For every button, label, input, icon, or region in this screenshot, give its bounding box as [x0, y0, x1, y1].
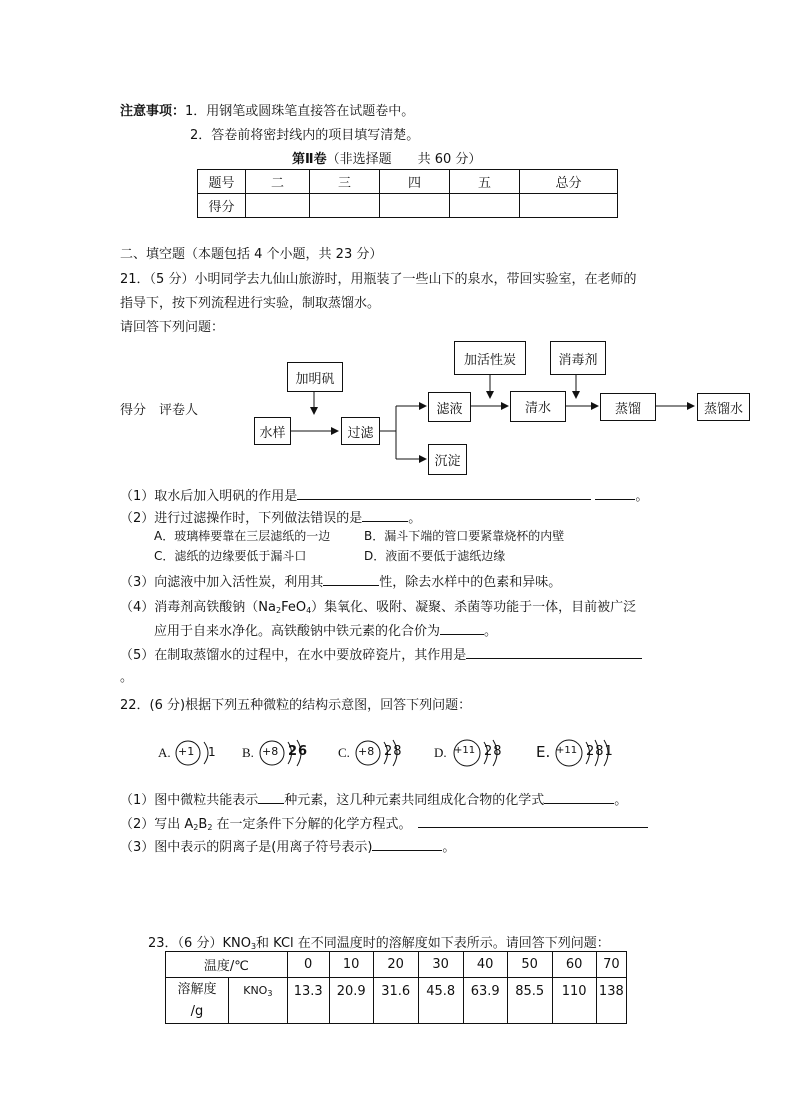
q22-s2-sub1: 2	[193, 823, 199, 832]
answer-blank[interactable]	[466, 644, 642, 659]
flow-box-filter: 过滤	[341, 417, 380, 445]
q21-s4	[120, 596, 636, 615]
atom-shells: 26	[288, 744, 309, 759]
q21-line3: 请回答下列问题：	[120, 320, 225, 335]
q23-title-sub: 3	[250, 942, 257, 951]
q22-s2-mid: B	[198, 817, 208, 832]
atom-label: B.	[242, 745, 254, 760]
atom-label: D.	[434, 745, 447, 760]
temp-label: 温度/℃	[166, 952, 288, 978]
sol-label-2: /g	[190, 1003, 204, 1019]
q21-s3	[120, 571, 561, 590]
temp-value: 10	[329, 952, 373, 978]
atom-nucleus: +8	[358, 745, 375, 758]
score-header: 题号	[198, 170, 246, 194]
q21-s4-b: ）集氧化、吸附、凝聚、杀菌等功能于一体，目前被广泛	[311, 600, 637, 615]
q22-s2	[120, 813, 648, 832]
q21-s4-end: 。	[484, 624, 498, 639]
answer-blank[interactable]	[372, 836, 442, 851]
score-header: 三	[310, 170, 380, 194]
section-title-bold: 第Ⅱ卷	[292, 152, 327, 167]
notice-item1: 1．用钢笔或圆珠笔直接答在试题卷中。	[185, 104, 415, 119]
atom-nucleus: +1	[178, 745, 195, 758]
kno3-label	[229, 978, 288, 1024]
atom-shells: 28	[384, 744, 403, 759]
q21-s2	[120, 507, 421, 526]
kno3-value: 85.5	[507, 978, 552, 1024]
kno3-value: 31.6	[373, 978, 418, 1024]
part2-title: 二、填空题（本题包括 4 个小题，共 23 分）	[120, 247, 383, 262]
grader-label: 得分 评卷人	[120, 403, 199, 418]
q22-s3	[120, 836, 455, 855]
q21-option-d: D．液面不要低于滤纸边缘	[364, 549, 506, 563]
q21-s1-end: 。	[635, 489, 649, 504]
q21-s4-a: （4）消毒剂高铁酸钠（Na	[120, 600, 276, 615]
q22-title: 22．(6 分)根据下列五种微粒的结构示意图，回答下列问题：	[120, 698, 472, 713]
q21-option-b: B．漏斗下端的管口要紧靠烧杯的内壁	[364, 529, 565, 543]
answer-blank[interactable]	[440, 620, 484, 635]
answer-blank[interactable]	[323, 571, 379, 586]
q23-title-b: 和 KCl 在不同温度时的溶解度如下表所示。请回答下列问题：	[256, 936, 610, 951]
q21-s4-sub2: 4	[306, 606, 312, 615]
answer-blank[interactable]	[297, 485, 591, 500]
kno3-value: 20.9	[329, 978, 373, 1024]
score-header: 二	[246, 170, 310, 194]
solubility-table	[165, 951, 627, 1024]
flow-box-clear: 清水	[510, 391, 566, 422]
score-header: 五	[450, 170, 520, 194]
atom-shells: 281	[586, 744, 614, 759]
atom-nucleus: +11	[454, 745, 476, 756]
q21-s4-c: 应用于自来水净化。高铁酸钠中铁元素的化合价为	[154, 624, 441, 639]
q22-s1-b: 种元素，这几种元素共同组成化合物的化学式	[284, 793, 545, 808]
temp-value: 40	[463, 952, 507, 978]
answer-blank[interactable]	[362, 507, 408, 522]
kno3-value: 63.9	[463, 978, 507, 1024]
notice-item2: 2．答卷前将密封线内的项目填写清楚。	[190, 128, 420, 143]
temp-value: 0	[287, 952, 329, 978]
q21-option-a: A．玻璃棒要靠在三层滤纸的一边	[154, 529, 331, 543]
flow-box-distilled: 蒸馏水	[697, 393, 750, 421]
temp-value: 30	[418, 952, 463, 978]
flow-box-alum: 加明矾	[287, 362, 343, 392]
temp-value: 50	[507, 952, 552, 978]
answer-blank[interactable]	[544, 789, 614, 804]
kno3-value: 13.3	[287, 978, 329, 1024]
atom-shells: 1	[208, 745, 216, 759]
atom-label: C.	[338, 745, 350, 760]
atom-nucleus: +11	[556, 745, 578, 756]
flow-box-filtrate: 滤液	[428, 392, 471, 422]
q21-s4-mid: FeO	[281, 600, 307, 615]
q21-s1-text: （1）取水后加入明矾的作用是	[120, 489, 298, 504]
atom-label: E.	[536, 743, 551, 761]
q22-s3-end: 。	[442, 840, 456, 855]
q22-s1-end: 。	[614, 793, 628, 808]
q21-s2-text: （2）进行过滤操作时，下列做法错误的是	[120, 511, 363, 526]
q21-s5-end: 。	[120, 670, 134, 685]
kno3-value: 45.8	[418, 978, 463, 1024]
score-row-label: 得分	[198, 194, 246, 218]
q22-s3-text: （3）图中表示的阴离子是(用离子符号表示)	[120, 840, 373, 855]
atom-shells: 28	[484, 744, 503, 759]
q22-s1-a: （1）图中微粒共能表示	[120, 793, 259, 808]
q21-s5	[120, 644, 642, 663]
q21-s4-sub1: 2	[275, 606, 282, 615]
flow-box-sediment: 沉淀	[428, 444, 467, 475]
section-title-rest: （非选择题 共 60 分）	[326, 152, 482, 167]
flow-box-disinfect: 消毒剂	[550, 341, 606, 375]
temp-value: 70	[596, 952, 626, 978]
kno3-sub: 3	[267, 989, 273, 998]
q21-s3-a: （3）向滤液中加入活性炭，利用其	[120, 575, 324, 590]
temp-value: 60	[552, 952, 596, 978]
flow-arrows	[0, 0, 790, 480]
score-header: 总分	[520, 170, 618, 194]
q22-s2-a: （2）写出 A	[120, 817, 194, 832]
q22-s2-b: 在一定条件下分解的化学方程式。	[212, 817, 412, 832]
q22-s2-sub2: 2	[207, 823, 213, 832]
atom-label: A.	[158, 745, 171, 760]
sol-label-1: 溶解度	[177, 981, 217, 997]
q21-s5-text: （5）在制取蒸馏水的过程中，在水中要放碎瓷片，其作用是	[120, 648, 467, 663]
answer-blank[interactable]	[595, 485, 635, 500]
q23-title-a: 23．（6 分）KNO	[148, 936, 251, 951]
score-header: 四	[380, 170, 450, 194]
q22-s1	[120, 789, 627, 808]
atom-nucleus: +8	[262, 745, 279, 758]
q21-option-c: C．滤纸的边缘要低于漏斗口	[154, 549, 307, 563]
q21-line1: 21．（5 分）小明同学去九仙山旅游时，用瓶装了一些山下的泉水，带回实验室，在老师的	[120, 272, 637, 287]
answer-blank[interactable]	[258, 789, 284, 804]
flow-box-distill: 蒸馏	[600, 393, 656, 421]
kno3-text: KNO	[243, 984, 268, 997]
flow-box-carbon: 加活性炭	[454, 341, 526, 375]
temp-value: 20	[373, 952, 418, 978]
answer-blank[interactable]	[418, 813, 648, 828]
q23-title	[148, 932, 610, 951]
sol-label	[166, 978, 229, 1024]
kno3-value: 138	[596, 978, 626, 1024]
q21-s1	[120, 485, 648, 504]
kno3-value: 110	[552, 978, 596, 1024]
q21-line2: 指导下，按下列流程进行实验，制取蒸馏水。	[120, 296, 381, 311]
q21-s3-b: 性，除去水样中的色素和异味。	[379, 575, 562, 590]
notice-label: 注意事项：	[120, 104, 186, 119]
q21-s4-line2	[154, 620, 497, 639]
flow-box-sample: 水样	[254, 417, 291, 445]
q21-s2-end: 。	[408, 511, 422, 526]
